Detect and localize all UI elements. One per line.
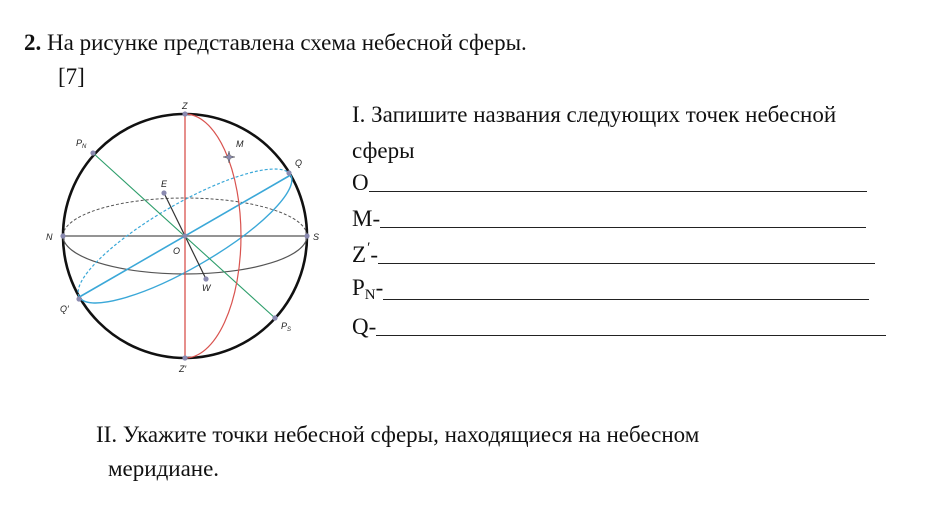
label-o: O — [173, 246, 181, 256]
answer-row-q — [352, 310, 886, 340]
point-q — [286, 170, 291, 175]
question-points: [7] — [58, 64, 85, 89]
answer-line-m[interactable] — [380, 205, 866, 228]
task-2-line-2: меридиане. — [108, 456, 220, 481]
equator-back — [63, 147, 290, 297]
equator-front — [79, 175, 306, 325]
answer-label-m: M- — [352, 206, 381, 231]
label-z: Z — [182, 101, 188, 111]
answer-label-q: Q- — [352, 314, 377, 339]
answer-label-o: O — [352, 170, 369, 195]
point-q-prime — [76, 296, 81, 301]
label-ps-sub: S — [287, 327, 292, 333]
label-ps-base: P — [281, 321, 288, 331]
label-ps — [281, 321, 291, 333]
point-west — [203, 276, 208, 281]
task-2 — [96, 418, 699, 486]
task-1 — [352, 97, 836, 169]
label-pn-base: P — [76, 138, 83, 148]
answer-line-pn[interactable] — [383, 277, 869, 300]
point-north-pole — [90, 150, 95, 155]
question-text: На рисунке представлена схема небесной сферы. — [47, 30, 527, 55]
answer-line-q[interactable] — [376, 313, 886, 336]
label-z-prime: Z′ — [179, 364, 187, 374]
answer-row-pn — [352, 274, 869, 304]
answer-line-z-prime[interactable] — [378, 241, 875, 264]
point-north — [60, 233, 65, 238]
label-m: M — [236, 139, 244, 149]
question-number: 2. — [24, 30, 42, 55]
point-east — [161, 190, 166, 195]
point-center — [182, 233, 187, 238]
label-w: W — [202, 283, 211, 293]
point-south-pole — [272, 315, 277, 320]
point-south — [304, 233, 309, 238]
answer-line-o[interactable] — [369, 169, 867, 192]
answer-row-m — [352, 202, 866, 232]
point-zenith — [182, 111, 187, 116]
label-e: E — [161, 179, 168, 189]
label-n: N — [46, 232, 53, 242]
answer-row-o — [352, 166, 867, 196]
task-1-line-2: сферы — [352, 138, 415, 163]
task-1-line-1: I. Запишите названия следующих точек небесной — [352, 102, 837, 127]
label-q-prime: Q′ — [60, 304, 69, 314]
answer-label-pn: $P_N-$ — [352, 275, 384, 303]
star-m-icon — [223, 151, 235, 163]
label-s: S — [313, 232, 320, 242]
point-nadir — [182, 355, 187, 360]
task-2-line-1: II. Укажите точки небесной сферы, находящиеся на небесном — [96, 422, 700, 447]
celestial-sphere-diagram — [40, 96, 340, 381]
answer-label-z-prime: Z′- — [352, 240, 379, 267]
label-pn-sub: N — [82, 144, 87, 150]
question-title — [24, 30, 527, 56]
label-q: Q — [295, 158, 303, 168]
answer-row-z-prime — [352, 238, 875, 268]
label-pn — [76, 138, 87, 150]
